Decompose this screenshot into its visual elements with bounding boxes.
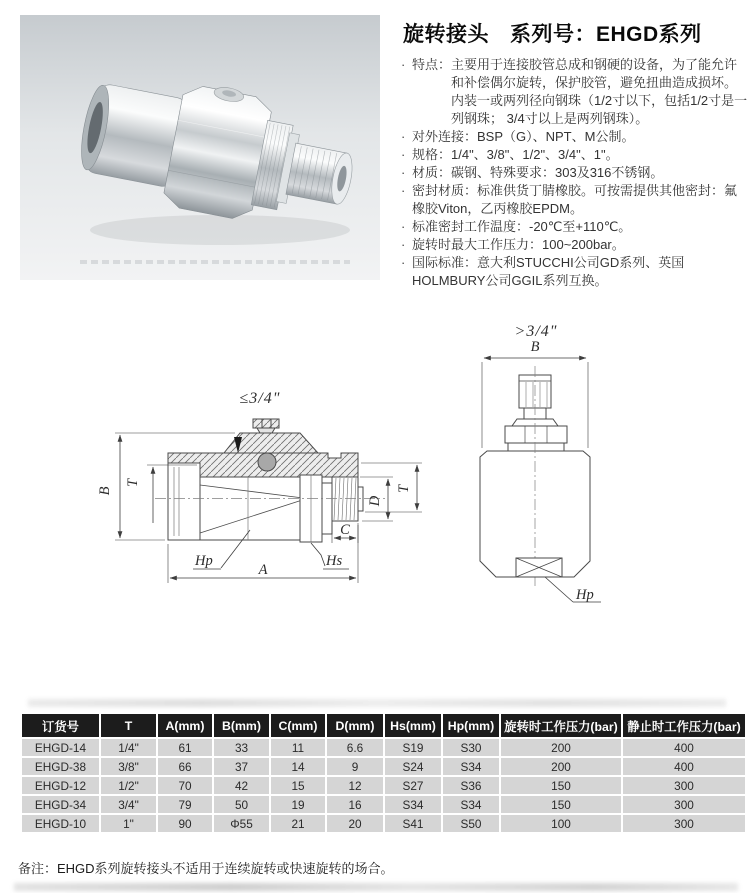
- product-photo: [20, 15, 380, 280]
- spec-text: 标准密封工作温度：-20℃至+110℃。: [412, 219, 632, 234]
- table-cell: EHGD-38: [22, 758, 99, 775]
- table-cell: 50: [214, 796, 269, 813]
- table-header-row: [22, 714, 745, 737]
- drawing-cross-section: [85, 325, 475, 622]
- table-cell: S34: [385, 796, 441, 813]
- spec-item-connection: [401, 128, 749, 146]
- table-cell: 42: [214, 777, 269, 794]
- table-cell: 200: [501, 739, 621, 756]
- table-cell: 15: [271, 777, 325, 794]
- spec-text: 密封材质：标准供货丁腈橡胶。可按需提供其他密封：氟橡胶Viton，乙丙橡胶EPDM。: [412, 183, 738, 216]
- table-cell: S41: [385, 815, 441, 832]
- spec-text: 规格：1/4"、3/8"、1/2"、3/4"、1"。: [412, 147, 619, 162]
- size-label-right: >3/4": [514, 323, 558, 340]
- table-row: [22, 758, 745, 775]
- table-cell: S34: [443, 796, 499, 813]
- table-cell: S27: [385, 777, 441, 794]
- bullet-marker: ·: [401, 219, 406, 234]
- table-row: [22, 739, 745, 756]
- table-cell: 3/8": [101, 758, 156, 775]
- table-header-cell: D(mm): [327, 714, 383, 737]
- drawing-end-view: [455, 318, 715, 623]
- table-cell: 9: [327, 758, 383, 775]
- table-cell: Φ55: [214, 815, 269, 832]
- table-header-cell: 静止时工作压力(bar): [623, 714, 745, 737]
- cross-section-outline: [155, 419, 385, 542]
- table-cell: S34: [443, 758, 499, 775]
- spec-label: 特点：: [412, 57, 452, 72]
- table-header-cell: 订货号: [22, 714, 99, 737]
- table-header-cell: Hp(mm): [443, 714, 499, 737]
- table-cell: 21: [271, 815, 325, 832]
- table-header-cell: 旋转时工作压力(bar): [501, 714, 621, 737]
- spec-text: 材质：碳钢、特殊要求：303及316不锈钢。: [412, 165, 664, 180]
- size-label-left: ≤3/4": [239, 390, 281, 407]
- footnote: 备注：EHGD系列旋转接头不适用于连续旋转或快速旋转的场合。: [18, 861, 394, 876]
- spec-item-sizes: [401, 146, 749, 164]
- table-cell: EHGD-12: [22, 777, 99, 794]
- table-cell: 70: [158, 777, 212, 794]
- table-cell: S30: [443, 739, 499, 756]
- table-cell: 11: [271, 739, 325, 756]
- table-cell: 150: [501, 796, 621, 813]
- spec-item-material: [401, 164, 749, 182]
- table-header-cell: C(mm): [271, 714, 325, 737]
- dim-label-t-left: T: [125, 478, 141, 488]
- spec-item-pressure: [401, 236, 749, 254]
- bullet-marker: ·: [401, 237, 406, 252]
- table-cell: S50: [443, 815, 499, 832]
- table-cell: 33: [214, 739, 269, 756]
- table-cell: 300: [623, 796, 745, 813]
- table-header-cell: B(mm): [214, 714, 269, 737]
- photo-shadow: [90, 215, 350, 245]
- page-title: [403, 18, 748, 48]
- table-cell: 3/4": [101, 796, 156, 813]
- spec-text: 主要用于连接胶管总成和钢硬的设备，为了能允许和补偿偶尔旋转，保护胶管，避免扭曲造成损坏。内装一或两列径向钢珠（1/2寸以下，包括1/2寸是一列钢珠； 3/4寸以上是两列钢珠）。: [451, 57, 748, 126]
- table-cell: 90: [158, 815, 212, 832]
- dim-label-b: B: [97, 486, 113, 496]
- scan-artifact-bottom: [14, 883, 738, 891]
- table-cell: 300: [623, 777, 745, 794]
- table-row: [22, 796, 745, 813]
- bullet-marker: ·: [401, 255, 406, 270]
- table-cell: 61: [158, 739, 212, 756]
- spec-table: [20, 712, 747, 834]
- dim-label-hp-right: Hp: [576, 587, 594, 603]
- spec-item-temperature: [401, 218, 749, 236]
- table-cell: 66: [158, 758, 212, 775]
- table-header-cell: T: [101, 714, 156, 737]
- table-cell: 79: [158, 796, 212, 813]
- title-series: 系列号：EHGD系列: [510, 23, 702, 46]
- table-cell: 1/4": [101, 739, 156, 756]
- table-cell: 400: [623, 739, 745, 756]
- spec-text: 国际标准：意大利STUCCHI公司GD系列、英国HOLMBURY公司GGIL系列互换。: [412, 255, 685, 288]
- table-cell: EHGD-14: [22, 739, 99, 756]
- table-cell: EHGD-34: [22, 796, 99, 813]
- dim-label-a: A: [258, 562, 268, 578]
- table-cell: 20: [327, 815, 383, 832]
- product-photo-image: [20, 15, 380, 280]
- table-cell: 12: [327, 777, 383, 794]
- table-cell: 14: [271, 758, 325, 775]
- spec-item-seal: [401, 182, 749, 218]
- table-cell: 300: [623, 815, 745, 832]
- table-row: [22, 777, 745, 794]
- spec-text: 旋转时最大工作压力：100~200bar。: [412, 237, 625, 252]
- table-header-cell: A(mm): [158, 714, 212, 737]
- table-cell: 400: [623, 758, 745, 775]
- dim-label-d: D: [367, 495, 383, 507]
- table-cell: 100: [501, 815, 621, 832]
- table-cell: 19: [271, 796, 325, 813]
- bullet-marker: ·: [401, 57, 406, 72]
- bullet-marker: ·: [401, 183, 406, 198]
- bullet-marker: ·: [401, 129, 406, 144]
- table-cell: S24: [385, 758, 441, 775]
- spec-table-wrap: [20, 712, 741, 834]
- table-cell: S19: [385, 739, 441, 756]
- table-row: [22, 815, 745, 832]
- table-cell: 200: [501, 758, 621, 775]
- dim-label-c: C: [340, 522, 350, 538]
- table-cell: S36: [443, 777, 499, 794]
- table-header-cell: Hs(mm): [385, 714, 441, 737]
- spec-item-features: [401, 56, 749, 128]
- title-product: 旋转接头: [403, 23, 489, 46]
- table-body: [22, 739, 745, 832]
- table-cell: 6.6: [327, 739, 383, 756]
- spec-text: 对外连接：BSP（G）、NPT、M公制。: [412, 129, 635, 144]
- table-cell: 37: [214, 758, 269, 775]
- bullet-marker: ·: [401, 165, 406, 180]
- table-cell: 16: [327, 796, 383, 813]
- dim-label-hp: Hp: [195, 553, 213, 569]
- dim-label-t-right: T: [396, 484, 412, 494]
- spec-item-standard: [401, 254, 749, 290]
- spec-list: [401, 56, 749, 290]
- table-cell: EHGD-10: [22, 815, 99, 832]
- dim-label-b-right: B: [530, 339, 540, 355]
- table-cell: 1/2": [101, 777, 156, 794]
- scan-artifact-top: [28, 699, 726, 707]
- end-view-outline: [480, 366, 590, 588]
- bullet-marker: ·: [401, 147, 406, 162]
- dim-label-hs: Hs: [326, 553, 343, 569]
- table-cell: 150: [501, 777, 621, 794]
- table-cell: 1": [101, 815, 156, 832]
